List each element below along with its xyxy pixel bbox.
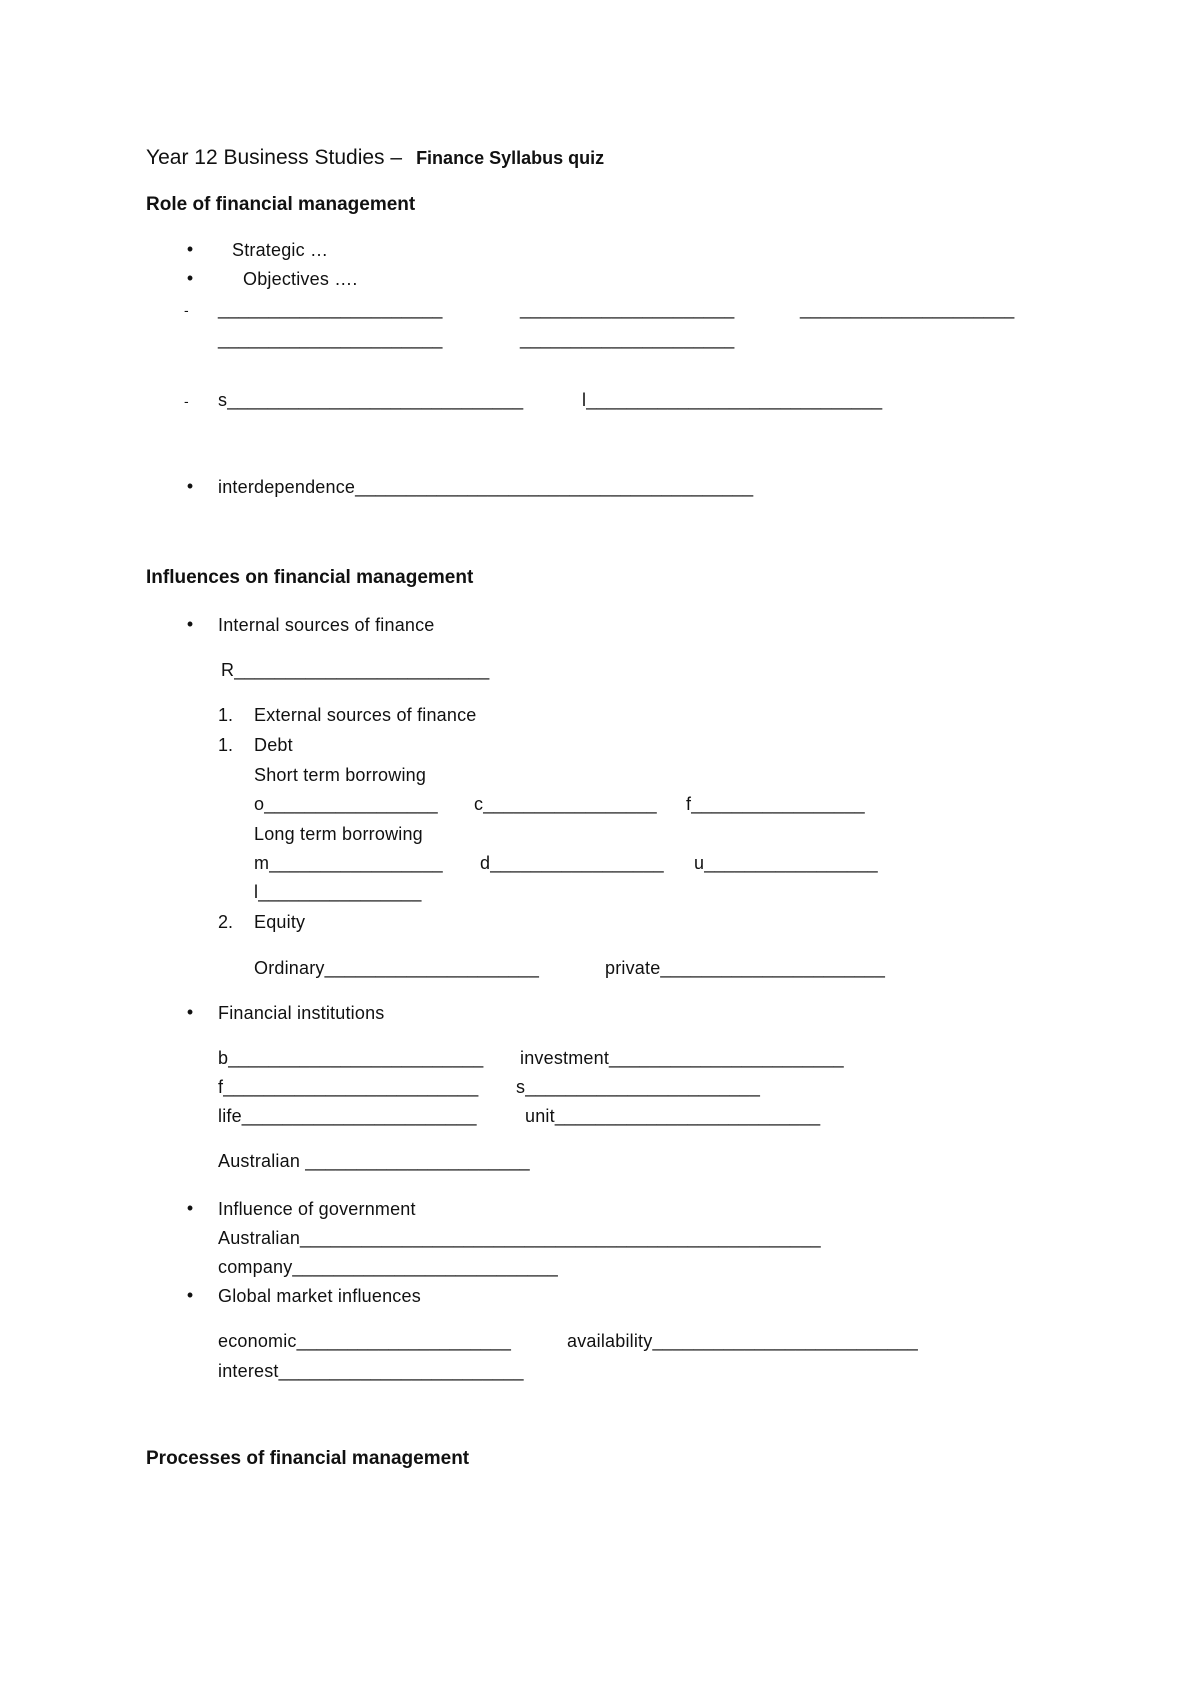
institution-s-blank: s_______________________: [516, 1077, 761, 1097]
objective-blank-4: ______________________: [218, 329, 443, 349]
long-term-u-blank: u_________________: [694, 853, 878, 873]
list-number: 1.: [218, 705, 234, 725]
global-economic-blank: economic_____________________: [218, 1331, 512, 1351]
bullet-icon: •: [186, 268, 194, 288]
dash-marker: -: [184, 393, 189, 409]
dash-marker: -: [184, 302, 189, 318]
internal-sources-text: Internal sources of finance: [218, 615, 435, 635]
debt-text: Debt: [254, 735, 293, 755]
objectives-text: Objectives ….: [243, 269, 358, 289]
influence-of-government-text: Influence of government: [218, 1199, 416, 1219]
institution-australian-blank: Australian ______________________: [218, 1151, 530, 1171]
long-term-l-blank: l________________: [254, 882, 422, 902]
bullet-icon: •: [186, 1285, 194, 1305]
institution-life-blank: life_______________________: [218, 1106, 477, 1126]
bullet-icon: •: [186, 476, 194, 496]
global-availability-blank: availability__________________________: [567, 1331, 918, 1351]
title-subtitle: Finance Syllabus quiz: [416, 148, 605, 168]
institution-b-blank: b_________________________: [218, 1048, 484, 1068]
short-term-o-blank: o_________________: [254, 794, 438, 814]
short-term-text: Short term borrowing: [254, 765, 427, 785]
financial-institutions-text: Financial institutions: [218, 1003, 385, 1023]
government-australian-blank: Australian___________________________________________________: [218, 1228, 821, 1248]
institution-f-blank: f_________________________: [218, 1077, 479, 1097]
list-number: 1.: [218, 735, 234, 755]
section-heading-processes: Processes of financial management: [146, 1448, 470, 1469]
government-company-blank: company__________________________: [218, 1257, 558, 1277]
l-blank: l_____________________________: [582, 390, 883, 410]
short-term-c-blank: c_________________: [474, 794, 657, 814]
objective-blank-5: _____________________: [520, 329, 735, 349]
strategic-text: Strategic …: [232, 240, 329, 260]
long-term-m-blank: m_________________: [254, 853, 443, 873]
page-title: [146, 146, 604, 170]
interdependence-blank: interdependence_______________________________________: [218, 477, 754, 497]
bullet-icon: •: [186, 1198, 194, 1218]
title-main: Year 12 Business Studies –: [146, 146, 403, 169]
long-term-d-blank: d_________________: [480, 853, 664, 873]
s-blank: s_____________________________: [218, 390, 524, 410]
equity-text: Equity: [254, 912, 306, 932]
bullet-icon: •: [186, 614, 194, 634]
bullet-icon: •: [186, 239, 194, 259]
institution-unit-blank: unit__________________________: [525, 1106, 821, 1126]
objective-blank-2: _____________________: [520, 299, 735, 319]
list-number: 2.: [218, 912, 234, 932]
r-blank: R_________________________: [221, 660, 490, 680]
objective-blank-1: ______________________: [218, 299, 443, 319]
private-blank: private______________________: [605, 958, 886, 978]
institution-investment-blank: investment_______________________: [520, 1048, 844, 1068]
global-interest-blank: interest________________________: [218, 1361, 524, 1381]
ordinary-blank: Ordinary_____________________: [254, 958, 540, 978]
section-heading-role: Role of financial management: [146, 194, 416, 215]
short-term-f-blank: f_________________: [686, 794, 865, 814]
long-term-text: Long term borrowing: [254, 824, 423, 844]
bullet-icon: •: [186, 1002, 194, 1022]
objective-blank-3: _____________________: [800, 299, 1015, 319]
global-market-influences-text: Global market influences: [218, 1286, 421, 1306]
external-sources-text: External sources of finance: [254, 705, 477, 725]
section-heading-influences: Influences on financial management: [146, 567, 474, 588]
